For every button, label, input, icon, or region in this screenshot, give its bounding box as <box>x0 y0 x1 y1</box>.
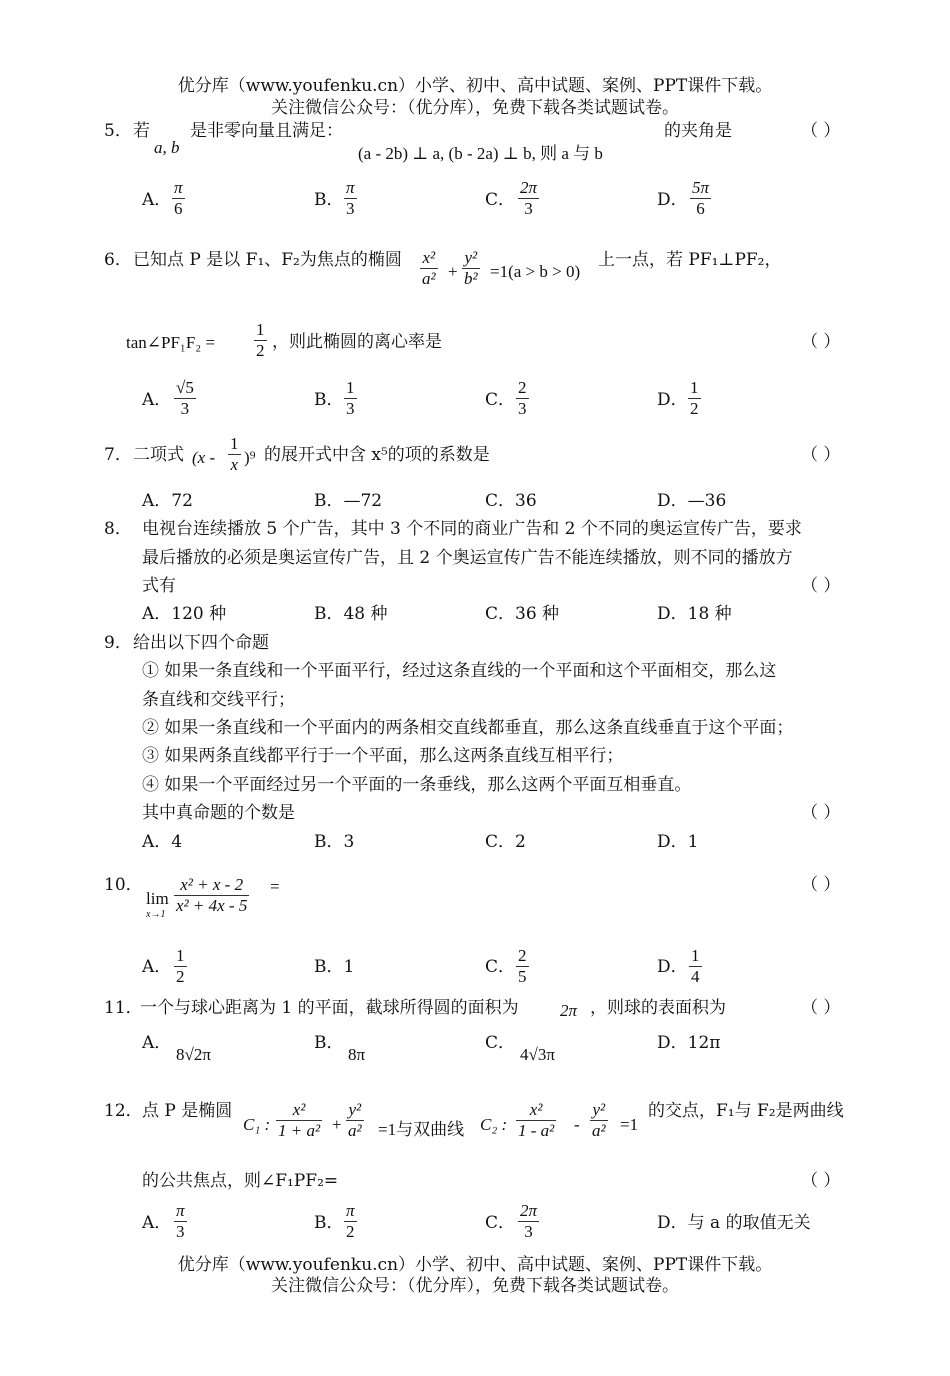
question-text: 的夹角是 <box>664 121 732 141</box>
option-d: D．18 种 <box>657 604 732 624</box>
denominator: 5 <box>518 966 527 986</box>
option-c-label: C． <box>485 957 516 977</box>
option-d: D．1 <box>657 832 699 852</box>
numerator: 1 <box>230 434 239 453</box>
option-a-value <box>174 946 187 986</box>
proposition-3: ③ 如果两条直线都平行于一个平面，那么这两条直线互相平行； <box>142 746 624 766</box>
ellipse-term-2 <box>462 248 480 288</box>
question-text: 的交点，F₁与 F₂是两曲线 <box>648 1101 844 1121</box>
denominator: 2 <box>690 398 699 418</box>
numerator: x² <box>516 1100 556 1121</box>
answer-paren: （ ） <box>801 1171 841 1191</box>
header-line-1: 优分库（www.youfenku.cn）小学、初中、高中试题、案例、PPT课件下载。 <box>177 76 773 96</box>
option-d: D．与 a 的取值无关 <box>657 1213 811 1233</box>
denominator: 3 <box>176 1221 185 1241</box>
answer-paren: （ ） <box>801 332 841 352</box>
plus-sign: + <box>332 1115 342 1134</box>
numerator: 1 <box>256 320 265 339</box>
binomial-end: )⁹ <box>244 448 256 467</box>
denominator: 3 <box>524 1221 533 1241</box>
option-a-label: A． <box>142 1033 172 1053</box>
numerator: π <box>346 1201 355 1220</box>
option-c-value <box>518 1201 539 1241</box>
vector-condition: (a - 2b) ⊥ a, (b - 2a) ⊥ b, 则 a 与 b <box>358 144 603 163</box>
numerator: 2π <box>520 178 538 197</box>
denominator: b² <box>464 268 478 288</box>
denominator: a² <box>592 1120 606 1140</box>
denominator: a² <box>422 268 436 288</box>
tangent-expression: tan∠PF₁F₂ = <box>126 333 216 352</box>
question-text: 是非零向量且满足： <box>190 121 343 141</box>
numerator: 2 <box>518 946 527 965</box>
numerator: 1 <box>690 378 699 397</box>
option-a-value <box>174 378 196 418</box>
question-text-line-2: 的公共焦点，则∠F₁PF₂= <box>142 1171 339 1191</box>
option-c: C．2 <box>485 832 526 852</box>
option-b: B．48 种 <box>314 604 388 624</box>
answer-paren: （ ） <box>801 445 841 465</box>
denominator: a² <box>348 1120 362 1140</box>
option-c: C．36 <box>485 491 537 511</box>
answer-paren: （ ） <box>801 998 841 1018</box>
option-c-label: C． <box>485 390 516 410</box>
option-d-label: D． <box>657 957 688 977</box>
option-d: D．12π <box>657 1033 721 1053</box>
tangent-value <box>254 320 267 360</box>
option-d: D．—36 <box>657 491 727 511</box>
ellipse-term-2 <box>346 1100 364 1140</box>
question-number: 9． <box>104 633 132 653</box>
numerator: √5 <box>176 378 194 397</box>
footer-line-1: 优分库（www.youfenku.cn）小学、初中、高中试题、案例、PPT课件下载。 <box>177 1255 773 1275</box>
question-text-line-3: 式有 <box>142 576 176 596</box>
denominator: 3 <box>518 398 527 418</box>
option-b: B．—72 <box>314 491 383 511</box>
binomial-start: (x - <box>192 448 216 467</box>
option-c-label: C． <box>485 1033 516 1053</box>
numerator: π <box>176 1201 185 1220</box>
numerator: 1 <box>691 946 700 965</box>
denominator: 3 <box>180 398 190 418</box>
numerator: π <box>346 178 355 197</box>
option-a-value <box>172 178 185 218</box>
denominator: 2 <box>176 966 185 986</box>
option-b: B．3 <box>314 832 355 852</box>
option-a: A．4 <box>142 832 183 852</box>
option-b-label: B． <box>314 1213 344 1233</box>
option-d-value <box>688 378 701 418</box>
option-a: A．120 种 <box>142 604 227 624</box>
numerator: x² + x - 2 <box>174 875 249 896</box>
limit-subscript: x→1 <box>146 909 166 920</box>
question-text: 已知点 P 是以 F₁、F₂为焦点的椭圆 <box>133 250 402 270</box>
question-text: 点 P 是椭圆 <box>142 1101 233 1121</box>
ellipse-condition: =1(a > b > 0) <box>490 262 581 281</box>
denominator: x <box>230 454 239 474</box>
numerator: 2 <box>518 378 527 397</box>
option-a-label: A． <box>142 190 172 210</box>
option-c-label: C． <box>485 1213 516 1233</box>
question-ask: 其中真命题的个数是 <box>142 803 295 823</box>
option-b-label: B． <box>314 1033 344 1053</box>
numerator: y² <box>590 1100 608 1121</box>
question-text: 若 <box>133 121 150 141</box>
option-a-value <box>174 1201 187 1241</box>
denominator: 3 <box>524 198 533 218</box>
question-number: 6． <box>104 250 132 270</box>
option-b-label: B． <box>314 390 344 410</box>
binomial-fraction <box>228 434 241 474</box>
answer-paren: （ ） <box>801 576 841 596</box>
option-b-label: B． <box>314 190 344 210</box>
proposition-1: ① 如果一条直线和一个平面平行，经过这条直线的一个平面和这个平面相交，那么这 <box>142 661 777 681</box>
minus-sign: - <box>574 1115 580 1134</box>
denominator: 4 <box>691 966 700 986</box>
option-d-value <box>690 178 711 218</box>
answer-paren: （ ） <box>801 875 841 895</box>
proposition-2: ② 如果一条直线和一个平面内的两条相交直线都垂直，那么这条直线垂直于这个平面； <box>142 718 794 738</box>
question-number: 7． <box>104 445 132 465</box>
question-intro: 给出以下四个命题 <box>133 633 269 653</box>
equals-sign: = <box>270 877 280 896</box>
circle-area: 2π <box>560 1001 578 1020</box>
denominator: 2 <box>256 340 265 360</box>
denominator: 6 <box>696 198 705 218</box>
question-text: 二项式 <box>133 445 184 465</box>
hyperbola-term-2 <box>590 1100 608 1140</box>
option-b: B．1 <box>314 957 355 977</box>
header-line-2: 关注微信公众号：（优分库），免费下载各类试题试卷。 <box>271 98 679 118</box>
option-a-label: A． <box>142 957 172 977</box>
question-number: 12． <box>104 1101 143 1121</box>
option-d-label: D． <box>657 190 688 210</box>
question-text-line-2: 最后播放的必须是奥运宣传广告，且 2 个奥运宣传广告不能连续播放，则不同的播放方 <box>142 548 793 568</box>
question-text: 的展开式中含 x⁵的项的系数是 <box>264 445 490 465</box>
option-d-label: D． <box>657 390 688 410</box>
ellipse-term-1 <box>420 248 438 288</box>
option-a-value: 8√2π <box>176 1045 211 1064</box>
numerator: x² <box>276 1100 322 1121</box>
option-c-value <box>516 378 529 418</box>
question-number: 11． <box>104 998 143 1018</box>
ellipse-name: C₁ : <box>243 1115 271 1134</box>
numerator: y² <box>346 1100 364 1121</box>
numerator: π <box>174 178 183 197</box>
option-a-label: A． <box>142 1213 172 1233</box>
question-text: ，则此椭圆的离心率是 <box>272 332 442 352</box>
denominator: 1 + a² <box>278 1120 321 1140</box>
connector-text: =1与双曲线 <box>378 1120 465 1139</box>
footer-line-2: 关注微信公众号：（优分库），免费下载各类试题试卷。 <box>271 1276 679 1296</box>
numerator: 1 <box>176 946 185 965</box>
option-b-value: 8π <box>348 1045 366 1064</box>
numerator: y² <box>462 248 480 269</box>
numerator: x² <box>420 248 438 269</box>
question-number: 8． <box>104 519 132 539</box>
hyperbola-name: C₂ : <box>480 1115 508 1134</box>
denominator: 2 <box>346 1221 355 1241</box>
option-c: C．36 种 <box>485 604 560 624</box>
limit-fraction <box>174 875 249 915</box>
numerator: 1 <box>346 378 355 397</box>
option-b-value <box>344 178 357 218</box>
question-text: ，则球的表面积为 <box>590 998 726 1018</box>
answer-paren: （ ） <box>801 121 841 141</box>
equals-one: =1 <box>620 1115 639 1134</box>
proposition-4: ④ 如果一个平面经过另一个平面的一条垂线，那么这两个平面互相垂直。 <box>142 775 692 795</box>
option-c-value: 4√3π <box>520 1045 555 1064</box>
plus-sign: + <box>448 262 458 281</box>
option-a: A．72 <box>142 491 193 511</box>
option-b-value <box>344 378 357 418</box>
question-text: 上一点，若 PF₁⊥PF₂， <box>598 250 782 270</box>
vector-variables: a, b <box>154 138 180 157</box>
denominator: 3 <box>346 398 355 418</box>
question-text-line-1: 电视台连续播放 5 个广告，其中 3 个不同的商业广告和 2 个不同的奥运宣传广告，要求 <box>142 519 802 539</box>
denominator: 6 <box>174 198 183 218</box>
option-c-value <box>518 178 539 218</box>
hyperbola-term-1 <box>516 1100 556 1140</box>
answer-paren: （ ） <box>801 803 841 823</box>
option-b-value <box>344 1201 357 1241</box>
numerator: 2π <box>520 1201 538 1220</box>
denominator: x² + 4x - 5 <box>176 895 248 915</box>
question-number: 5． <box>104 121 132 141</box>
option-c-value <box>516 946 529 986</box>
option-c-label: C． <box>485 190 516 210</box>
question-number: 10． <box>104 875 143 895</box>
option-d-value <box>689 946 702 986</box>
ellipse-term-1 <box>276 1100 322 1140</box>
option-a-label: A． <box>142 390 172 410</box>
denominator: 1 - a² <box>518 1120 555 1140</box>
proposition-1-cont: 条直线和交线平行； <box>142 690 295 710</box>
numerator: 5π <box>692 178 710 197</box>
limit-symbol: lim <box>146 889 169 908</box>
denominator: 3 <box>346 198 355 218</box>
question-text: 一个与球心距离为 1 的平面，截球所得圆的面积为 <box>140 998 519 1018</box>
